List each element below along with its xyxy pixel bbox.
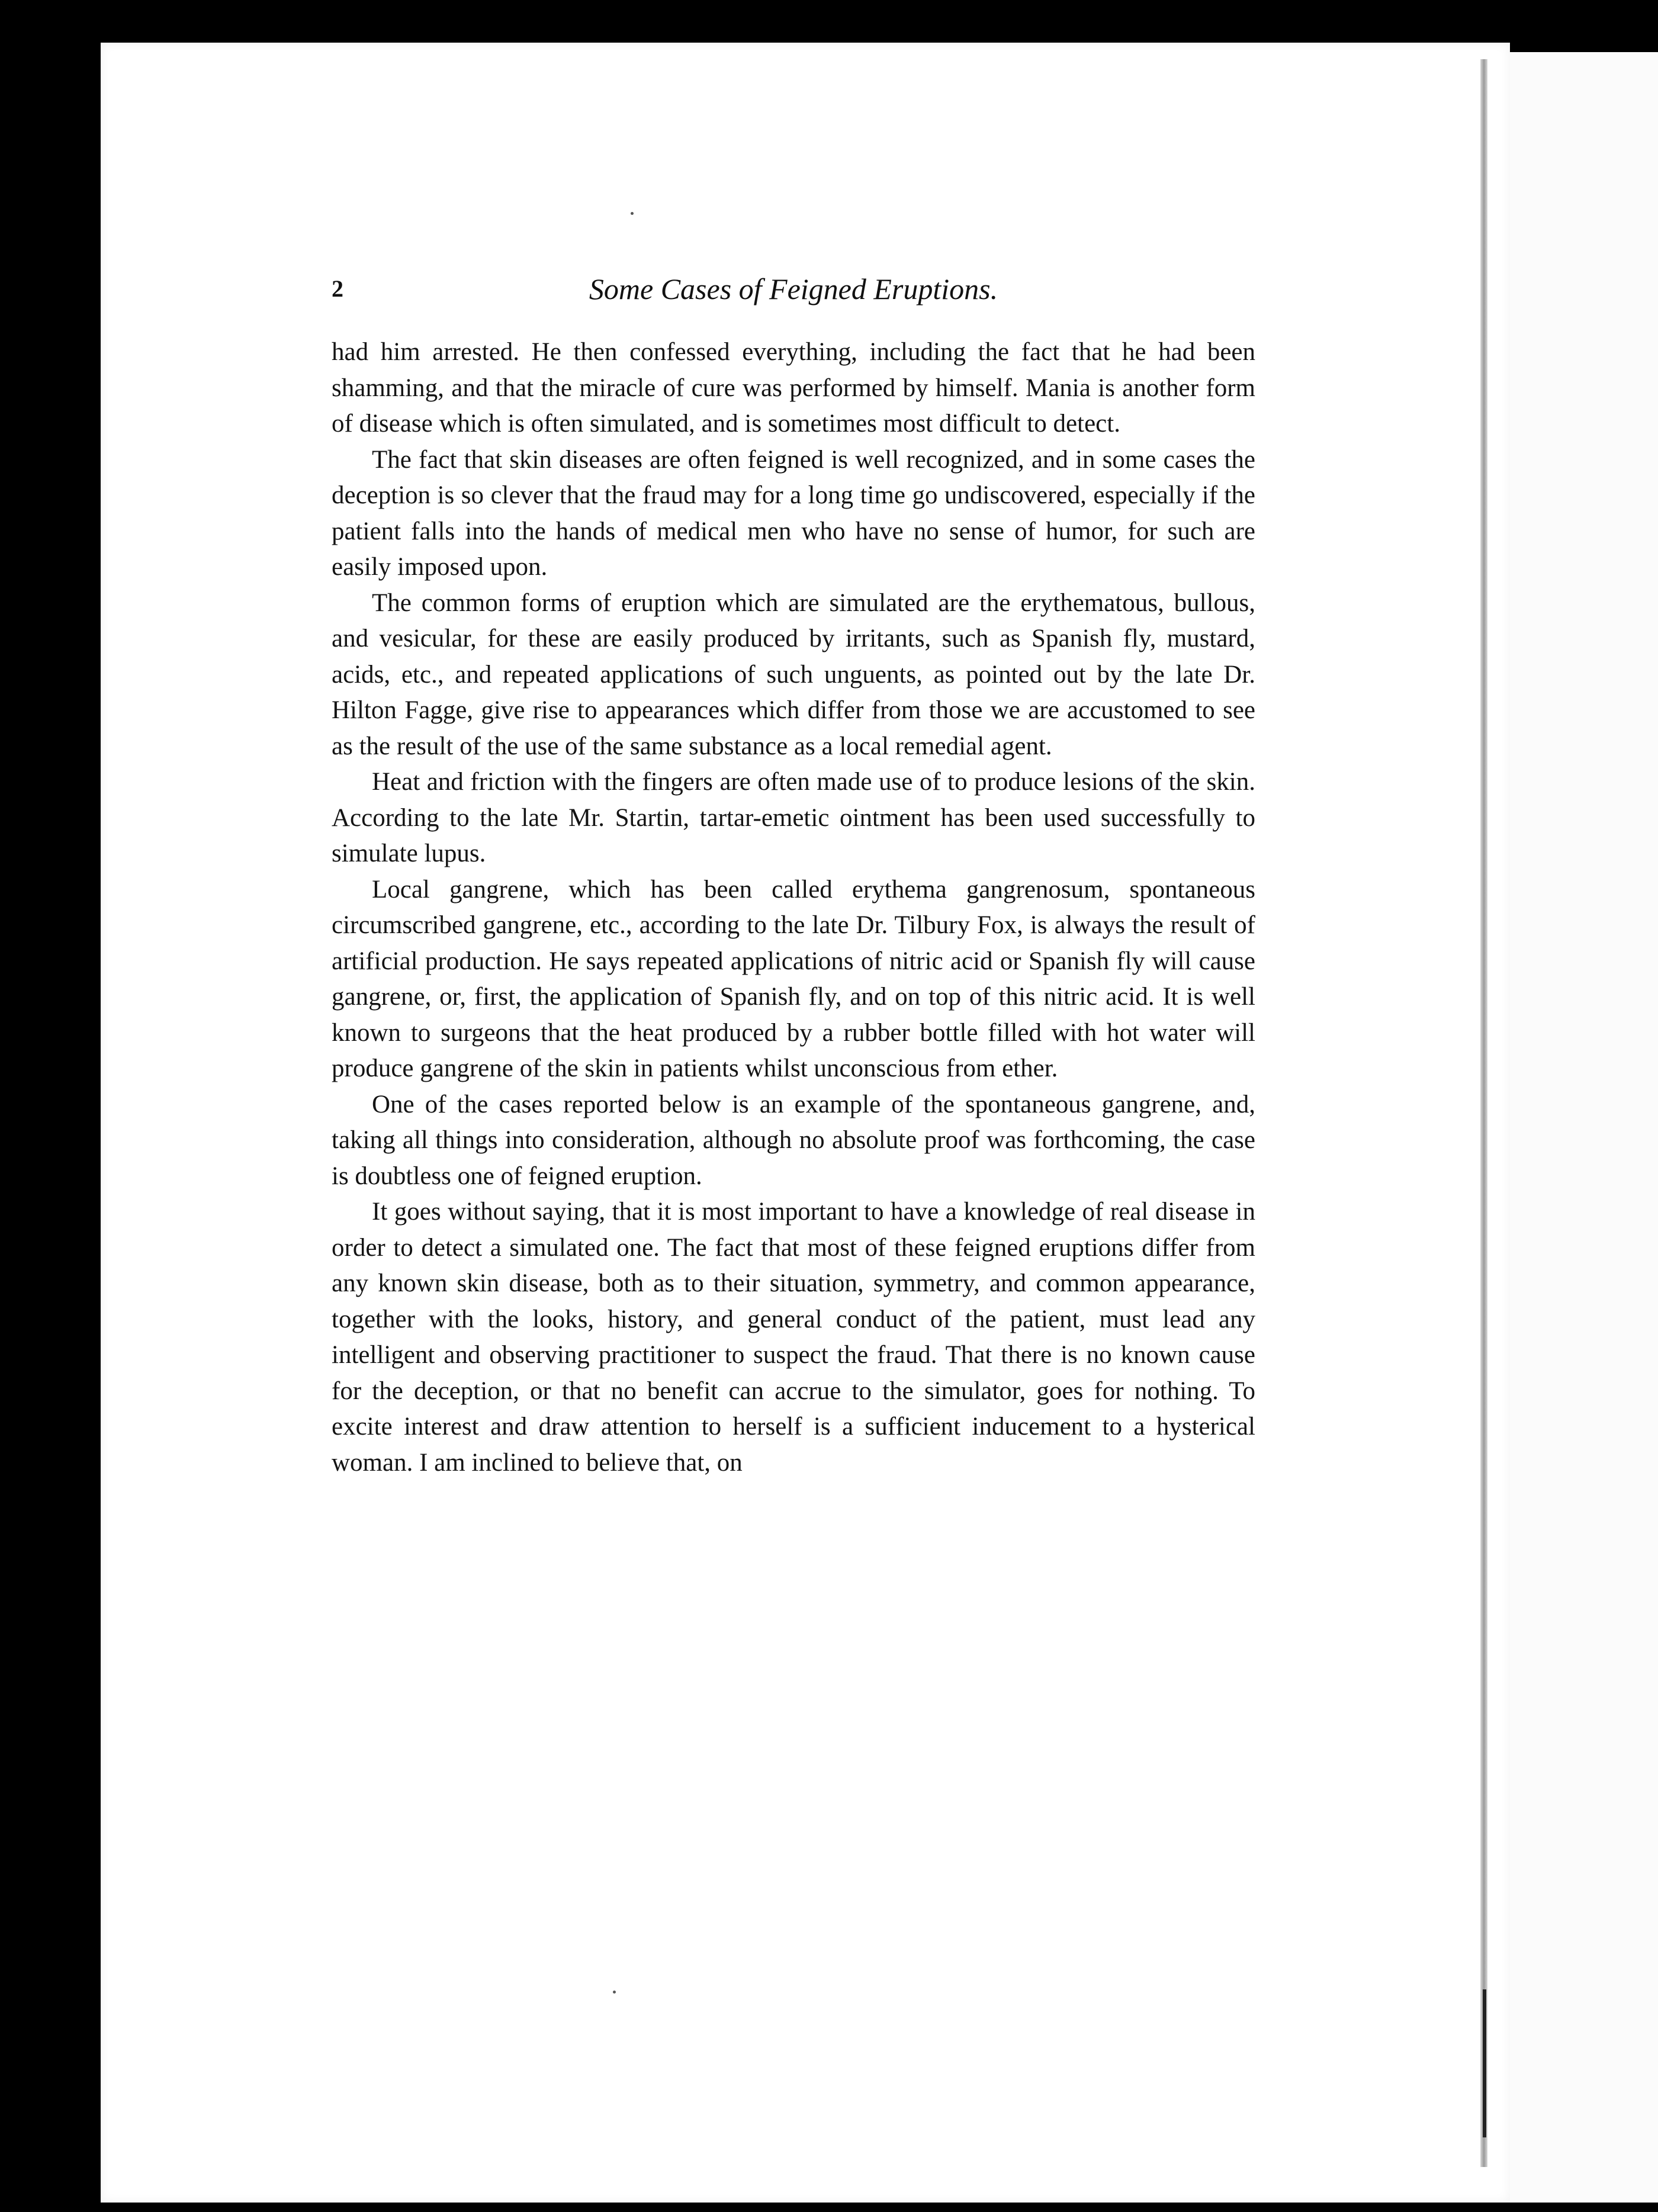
body-text xyxy=(332,335,1255,1481)
paragraph: One of the cases reported below is an example of the spontaneous gangrene, and, taking all things into consideration, although no absolute proof was forthcoming, the case is doubtless one of feigned eruption. xyxy=(332,1090,1255,1190)
paragraph: had him arrested. He then confessed everything, including the fact that he had been shamming, and that the miracle of cure was performed by himself. Mania is another form of disease which is often simulated, and is sometimes most difficult to detect. xyxy=(332,338,1255,438)
facing-page-edge xyxy=(1492,52,1658,2203)
running-title: Some Cases of Feigned Eruptions. xyxy=(589,272,998,306)
print-speck xyxy=(631,212,634,215)
gutter-binding-mark xyxy=(1483,1989,1486,2137)
paragraph: The fact that skin diseases are often feigned is well recognized, and in some cases the deception is so clever that the fraud may for a long time go undiscovered, especially if the patient falls into the hands of medical men who have no sense of humor, for such are easily imposed upon. xyxy=(332,445,1255,581)
page-gutter xyxy=(1480,59,1487,2167)
page-header xyxy=(332,271,1255,313)
paragraph: Heat and friction with the fingers are often made use of to produce lesions of the skin. According to the late Mr. Startin, tartar-emetic ointment has been used successfully to simulate lupus. xyxy=(332,768,1255,867)
print-speck xyxy=(613,1991,616,1994)
page-number: 2 xyxy=(332,275,343,302)
paragraph: It goes without saying, that it is most important to have a knowledge of real disease in order to detect a simulated one. The fact that most of these feigned eruptions differ from any known skin disease, both as to their situation, symmetry, and common appearance, together with the looks, history, and general conduct of the patient, must lead any intelligent and observing practitioner to suspect the fraud. That there is no known cause for the deception, or that no benefit can accrue to the simulator, goes for nothing. To excite interest and draw attention to herself is a sufficient inducement to a hysterical woman. I am inclined to believe that, on xyxy=(332,1198,1255,1477)
paragraph: The common forms of eruption which are simulated are the erythematous, bullous, and vesicular, for these are easily produced by irritants, such as Spanish fly, mustard, acids, etc., and repeated applications of such unguents, as pointed out by the late Dr. Hilton Fagge, give rise to appearances which differ from those we are accustomed to see as the result of the use of the same substance as a local remedial agent. xyxy=(332,589,1255,760)
paragraph: Local gangrene, which has been called erythema gangrenosum, spontaneous circumscribed gangrene, etc., according to the late Dr. Tilbury Fox, is always the result of artificial production. He says repeated applications of nitric acid or Spanish fly will cause gangrene, or, first, the application of Spanish fly, and on top of this nitric acid. It is well known to surgeons that the heat produced by a rubber bottle filled with hot water will produce gangrene of the skin in patients whilst unconscious from ether. xyxy=(332,875,1255,1082)
